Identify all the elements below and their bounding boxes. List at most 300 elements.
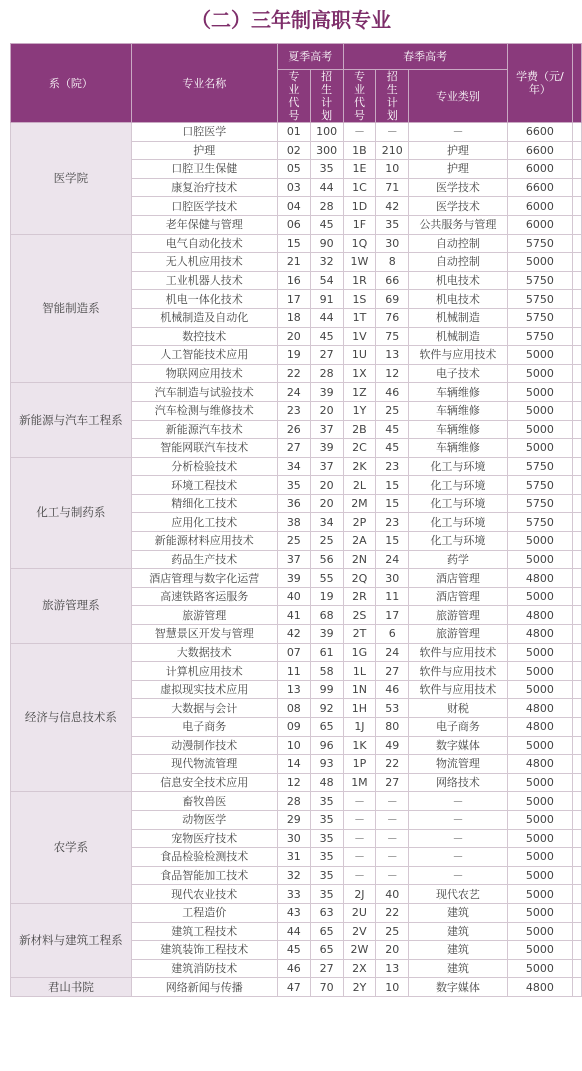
category-cell: 软件与应用技术 bbox=[409, 680, 508, 699]
spring-plan-cell: 22 bbox=[376, 903, 409, 922]
summer-plan-cell: 35 bbox=[310, 160, 343, 179]
major-cell: 建筑工程技术 bbox=[131, 922, 277, 941]
major-cell: 分析检验技术 bbox=[131, 457, 277, 476]
overflow-cell bbox=[573, 420, 582, 439]
fee-cell: 4800 bbox=[507, 625, 572, 644]
fee-cell: 4800 bbox=[507, 606, 572, 625]
fee-cell: 5750 bbox=[507, 494, 572, 513]
major-cell: 动漫制作技术 bbox=[131, 736, 277, 755]
spring-plan-cell: 27 bbox=[376, 773, 409, 792]
summer-plan-cell: 65 bbox=[310, 922, 343, 941]
summer-plan-cell: 32 bbox=[310, 253, 343, 272]
fee-cell: 5000 bbox=[507, 532, 572, 551]
spring-plan-cell: 15 bbox=[376, 494, 409, 513]
category-cell: 建筑 bbox=[409, 903, 508, 922]
major-cell: 口腔医学 bbox=[131, 123, 277, 142]
major-cell: 大数据技术 bbox=[131, 643, 277, 662]
header-spring-plan: 招生计划 bbox=[376, 70, 409, 123]
table-row bbox=[11, 792, 582, 811]
major-cell: 建筑装饰工程技术 bbox=[131, 941, 277, 960]
spring-plan-cell: 15 bbox=[376, 532, 409, 551]
spring-plan-cell: 10 bbox=[376, 978, 409, 997]
major-cell: 工程造价 bbox=[131, 903, 277, 922]
summer-plan-cell: 35 bbox=[310, 866, 343, 885]
fee-cell: 5750 bbox=[507, 476, 572, 495]
spring-code-cell: 2B bbox=[343, 420, 376, 439]
fee-cell: 5000 bbox=[507, 866, 572, 885]
summer-code-cell: 11 bbox=[277, 662, 310, 681]
spring-code-cell: 2M bbox=[343, 494, 376, 513]
spring-code-cell: 2K bbox=[343, 457, 376, 476]
summer-plan-cell: 19 bbox=[310, 587, 343, 606]
overflow-cell bbox=[573, 606, 582, 625]
summer-plan-cell: 35 bbox=[310, 829, 343, 848]
fee-cell: 5000 bbox=[507, 253, 572, 272]
overflow-cell bbox=[573, 755, 582, 774]
summer-code-cell: 27 bbox=[277, 439, 310, 458]
fee-cell: 4800 bbox=[507, 755, 572, 774]
table-row bbox=[11, 569, 582, 588]
major-cell: 新能源汽车技术 bbox=[131, 420, 277, 439]
table-header bbox=[11, 44, 582, 123]
category-cell: 数字媒体 bbox=[409, 978, 508, 997]
overflow-cell bbox=[573, 829, 582, 848]
summer-plan-cell: 55 bbox=[310, 569, 343, 588]
summer-plan-cell: 70 bbox=[310, 978, 343, 997]
fee-cell: 5750 bbox=[507, 308, 572, 327]
spring-plan-cell: － bbox=[376, 792, 409, 811]
dept-cell: 医学院 bbox=[11, 123, 132, 235]
spring-plan-cell: 13 bbox=[376, 346, 409, 365]
fee-cell: 5000 bbox=[507, 550, 572, 569]
summer-plan-cell: 44 bbox=[310, 178, 343, 197]
fee-cell: 5000 bbox=[507, 587, 572, 606]
category-cell: 自动控制 bbox=[409, 253, 508, 272]
summer-code-cell: 38 bbox=[277, 513, 310, 532]
fee-cell: 4800 bbox=[507, 569, 572, 588]
dept-cell: 化工与制药系 bbox=[11, 457, 132, 569]
fee-cell: 5000 bbox=[507, 401, 572, 420]
summer-code-cell: 02 bbox=[277, 141, 310, 160]
dept-cell: 农学系 bbox=[11, 792, 132, 904]
summer-code-cell: 16 bbox=[277, 271, 310, 290]
spring-code-cell: 2S bbox=[343, 606, 376, 625]
summer-plan-cell: 28 bbox=[310, 364, 343, 383]
spring-code-cell: 2V bbox=[343, 922, 376, 941]
overflow-cell bbox=[573, 587, 582, 606]
summer-plan-cell: 27 bbox=[310, 346, 343, 365]
fee-cell: 6600 bbox=[507, 141, 572, 160]
summer-plan-cell: 20 bbox=[310, 494, 343, 513]
summer-code-cell: 36 bbox=[277, 494, 310, 513]
overflow-cell bbox=[573, 401, 582, 420]
fee-cell: 5000 bbox=[507, 680, 572, 699]
category-cell: 车辆维修 bbox=[409, 401, 508, 420]
overflow-cell bbox=[573, 941, 582, 960]
fee-cell: 4800 bbox=[507, 699, 572, 718]
overflow-cell bbox=[573, 327, 582, 346]
spring-plan-cell: 23 bbox=[376, 457, 409, 476]
fee-cell: 5750 bbox=[507, 513, 572, 532]
spring-plan-cell: 40 bbox=[376, 885, 409, 904]
table-row bbox=[11, 383, 582, 402]
summer-plan-cell: 100 bbox=[310, 123, 343, 142]
summer-code-cell: 33 bbox=[277, 885, 310, 904]
spring-plan-cell: 13 bbox=[376, 959, 409, 978]
summer-code-cell: 28 bbox=[277, 792, 310, 811]
overflow-cell bbox=[573, 439, 582, 458]
major-cell: 新能源材料应用技术 bbox=[131, 532, 277, 551]
fee-cell: 5750 bbox=[507, 234, 572, 253]
spring-code-cell: 1B bbox=[343, 141, 376, 160]
major-cell: 环境工程技术 bbox=[131, 476, 277, 495]
header-major: 专业名称 bbox=[131, 44, 277, 123]
spring-code-cell: 1Q bbox=[343, 234, 376, 253]
overflow-cell bbox=[573, 736, 582, 755]
spring-plan-cell: 30 bbox=[376, 569, 409, 588]
spring-plan-cell: 66 bbox=[376, 271, 409, 290]
spring-code-cell: － bbox=[343, 810, 376, 829]
overflow-cell bbox=[573, 253, 582, 272]
major-cell: 宠物医疗技术 bbox=[131, 829, 277, 848]
category-cell: 酒店管理 bbox=[409, 587, 508, 606]
spring-code-cell: 2A bbox=[343, 532, 376, 551]
table-row bbox=[11, 643, 582, 662]
category-cell: － bbox=[409, 792, 508, 811]
header-spring-code: 专业代号 bbox=[343, 70, 376, 123]
summer-plan-cell: 93 bbox=[310, 755, 343, 774]
major-cell: 电子商务 bbox=[131, 718, 277, 737]
fee-cell: 6600 bbox=[507, 123, 572, 142]
enrollment-table bbox=[10, 43, 582, 997]
major-cell: 应用化工技术 bbox=[131, 513, 277, 532]
spring-plan-cell: 46 bbox=[376, 680, 409, 699]
category-cell: 建筑 bbox=[409, 922, 508, 941]
spring-plan-cell: 11 bbox=[376, 587, 409, 606]
summer-plan-cell: 56 bbox=[310, 550, 343, 569]
summer-plan-cell: 44 bbox=[310, 308, 343, 327]
overflow-cell bbox=[573, 178, 582, 197]
category-cell: 电子商务 bbox=[409, 718, 508, 737]
major-cell: 人工智能技术应用 bbox=[131, 346, 277, 365]
summer-code-cell: 26 bbox=[277, 420, 310, 439]
summer-plan-cell: 65 bbox=[310, 941, 343, 960]
overflow-cell bbox=[573, 141, 582, 160]
overflow-cell bbox=[573, 903, 582, 922]
major-cell: 智慧景区开发与管理 bbox=[131, 625, 277, 644]
category-cell: 机电技术 bbox=[409, 271, 508, 290]
spring-plan-cell: 15 bbox=[376, 476, 409, 495]
summer-code-cell: 42 bbox=[277, 625, 310, 644]
spring-code-cell: 2L bbox=[343, 476, 376, 495]
overflow-cell bbox=[573, 476, 582, 495]
overflow-cell bbox=[573, 123, 582, 142]
summer-code-cell: 15 bbox=[277, 234, 310, 253]
spring-code-cell: 2Y bbox=[343, 978, 376, 997]
fee-cell: 6000 bbox=[507, 215, 572, 234]
summer-plan-cell: 35 bbox=[310, 792, 343, 811]
overflow-cell bbox=[573, 364, 582, 383]
fee-cell: 5000 bbox=[507, 643, 572, 662]
fee-cell: 5000 bbox=[507, 346, 572, 365]
summer-plan-cell: 35 bbox=[310, 848, 343, 867]
fee-cell: 6000 bbox=[507, 197, 572, 216]
spring-code-cell: 2C bbox=[343, 439, 376, 458]
spring-code-cell: 1P bbox=[343, 755, 376, 774]
major-cell: 食品检验检测技术 bbox=[131, 848, 277, 867]
category-cell: 现代农艺 bbox=[409, 885, 508, 904]
category-cell: 护理 bbox=[409, 141, 508, 160]
spring-code-cell: 1M bbox=[343, 773, 376, 792]
spring-code-cell: 2U bbox=[343, 903, 376, 922]
summer-plan-cell: 34 bbox=[310, 513, 343, 532]
summer-code-cell: 37 bbox=[277, 550, 310, 569]
dept-cell: 新材料与建筑工程系 bbox=[11, 903, 132, 977]
overflow-cell bbox=[573, 625, 582, 644]
fee-cell: 4800 bbox=[507, 718, 572, 737]
summer-code-cell: 39 bbox=[277, 569, 310, 588]
header-summer-code: 专业代号 bbox=[277, 70, 310, 123]
overflow-cell bbox=[573, 513, 582, 532]
spring-plan-cell: 80 bbox=[376, 718, 409, 737]
header-category: 专业类别 bbox=[409, 70, 508, 123]
spring-code-cell: 1U bbox=[343, 346, 376, 365]
table-row bbox=[11, 234, 582, 253]
fee-cell: 5000 bbox=[507, 848, 572, 867]
category-cell: 医学技术 bbox=[409, 178, 508, 197]
summer-plan-cell: 37 bbox=[310, 420, 343, 439]
spring-code-cell: － bbox=[343, 792, 376, 811]
dept-cell: 智能制造系 bbox=[11, 234, 132, 383]
overflow-cell bbox=[573, 383, 582, 402]
fee-cell: 5000 bbox=[507, 383, 572, 402]
major-cell: 药品生产技术 bbox=[131, 550, 277, 569]
major-cell: 高速铁路客运服务 bbox=[131, 587, 277, 606]
category-cell: 化工与环境 bbox=[409, 532, 508, 551]
major-cell: 工业机器人技术 bbox=[131, 271, 277, 290]
major-cell: 计算机应用技术 bbox=[131, 662, 277, 681]
spring-plan-cell: 42 bbox=[376, 197, 409, 216]
spring-code-cell: 1V bbox=[343, 327, 376, 346]
fee-cell: 5750 bbox=[507, 271, 572, 290]
major-cell: 汽车制造与试验技术 bbox=[131, 383, 277, 402]
category-cell: 自动控制 bbox=[409, 234, 508, 253]
summer-code-cell: 29 bbox=[277, 810, 310, 829]
major-cell: 老年保健与管理 bbox=[131, 215, 277, 234]
overflow-cell bbox=[573, 699, 582, 718]
major-cell: 机械制造及自动化 bbox=[131, 308, 277, 327]
category-cell: 建筑 bbox=[409, 941, 508, 960]
overflow-cell bbox=[573, 680, 582, 699]
spring-plan-cell: 35 bbox=[376, 215, 409, 234]
major-cell: 护理 bbox=[131, 141, 277, 160]
overflow-cell bbox=[573, 773, 582, 792]
summer-code-cell: 34 bbox=[277, 457, 310, 476]
summer-code-cell: 14 bbox=[277, 755, 310, 774]
summer-plan-cell: 45 bbox=[310, 215, 343, 234]
summer-plan-cell: 91 bbox=[310, 290, 343, 309]
spring-plan-cell: 76 bbox=[376, 308, 409, 327]
summer-plan-cell: 45 bbox=[310, 327, 343, 346]
header-overflow bbox=[573, 44, 582, 123]
overflow-cell bbox=[573, 922, 582, 941]
spring-plan-cell: 20 bbox=[376, 941, 409, 960]
overflow-cell bbox=[573, 308, 582, 327]
summer-code-cell: 24 bbox=[277, 383, 310, 402]
major-cell: 旅游管理 bbox=[131, 606, 277, 625]
spring-code-cell: 2R bbox=[343, 587, 376, 606]
overflow-cell bbox=[573, 885, 582, 904]
category-cell: － bbox=[409, 810, 508, 829]
spring-code-cell: 2W bbox=[343, 941, 376, 960]
fee-cell: 4800 bbox=[507, 978, 572, 997]
category-cell: 化工与环境 bbox=[409, 494, 508, 513]
spring-plan-cell: 71 bbox=[376, 178, 409, 197]
category-cell: 旅游管理 bbox=[409, 625, 508, 644]
dept-cell: 君山书院 bbox=[11, 978, 132, 997]
category-cell: 车辆维修 bbox=[409, 439, 508, 458]
spring-plan-cell: 24 bbox=[376, 550, 409, 569]
category-cell: 机械制造 bbox=[409, 308, 508, 327]
overflow-cell bbox=[573, 215, 582, 234]
spring-plan-cell: 49 bbox=[376, 736, 409, 755]
fee-cell: 5750 bbox=[507, 290, 572, 309]
overflow-cell bbox=[573, 290, 582, 309]
category-cell: 化工与环境 bbox=[409, 513, 508, 532]
table-row bbox=[11, 903, 582, 922]
spring-plan-cell: 24 bbox=[376, 643, 409, 662]
header-summer-plan: 招生计划 bbox=[310, 70, 343, 123]
header-spring: 春季高考 bbox=[343, 44, 507, 70]
summer-code-cell: 08 bbox=[277, 699, 310, 718]
major-cell: 信息安全技术应用 bbox=[131, 773, 277, 792]
major-cell: 无人机应用技术 bbox=[131, 253, 277, 272]
overflow-cell bbox=[573, 457, 582, 476]
summer-code-cell: 03 bbox=[277, 178, 310, 197]
overflow-cell bbox=[573, 569, 582, 588]
overflow-cell bbox=[573, 810, 582, 829]
spring-code-cell: － bbox=[343, 848, 376, 867]
category-cell: － bbox=[409, 848, 508, 867]
spring-plan-cell: 17 bbox=[376, 606, 409, 625]
summer-plan-cell: 35 bbox=[310, 885, 343, 904]
major-cell: 精细化工技术 bbox=[131, 494, 277, 513]
overflow-cell bbox=[573, 160, 582, 179]
summer-code-cell: 43 bbox=[277, 903, 310, 922]
fee-cell: 5000 bbox=[507, 903, 572, 922]
summer-plan-cell: 25 bbox=[310, 532, 343, 551]
summer-code-cell: 40 bbox=[277, 587, 310, 606]
header-dept: 系（院） bbox=[11, 44, 132, 123]
overflow-cell bbox=[573, 792, 582, 811]
summer-code-cell: 44 bbox=[277, 922, 310, 941]
spring-code-cell: － bbox=[343, 866, 376, 885]
table-body bbox=[11, 123, 582, 997]
category-cell: 电子技术 bbox=[409, 364, 508, 383]
summer-code-cell: 41 bbox=[277, 606, 310, 625]
spring-plan-cell: 69 bbox=[376, 290, 409, 309]
spring-code-cell: 2X bbox=[343, 959, 376, 978]
summer-code-cell: 05 bbox=[277, 160, 310, 179]
spring-plan-cell: － bbox=[376, 829, 409, 848]
fee-cell: 6000 bbox=[507, 160, 572, 179]
category-cell: 旅游管理 bbox=[409, 606, 508, 625]
summer-code-cell: 13 bbox=[277, 680, 310, 699]
spring-code-cell: 1N bbox=[343, 680, 376, 699]
spring-code-cell: 2N bbox=[343, 550, 376, 569]
category-cell: 酒店管理 bbox=[409, 569, 508, 588]
fee-cell: 5000 bbox=[507, 420, 572, 439]
summer-plan-cell: 35 bbox=[310, 810, 343, 829]
overflow-cell bbox=[573, 662, 582, 681]
spring-plan-cell: 27 bbox=[376, 662, 409, 681]
summer-code-cell: 17 bbox=[277, 290, 310, 309]
fee-cell: 5000 bbox=[507, 736, 572, 755]
category-cell: 软件与应用技术 bbox=[409, 346, 508, 365]
category-cell: 建筑 bbox=[409, 959, 508, 978]
overflow-cell bbox=[573, 346, 582, 365]
fee-cell: 5000 bbox=[507, 364, 572, 383]
spring-code-cell: 1K bbox=[343, 736, 376, 755]
spring-plan-cell: 23 bbox=[376, 513, 409, 532]
category-cell: 公共服务与管理 bbox=[409, 215, 508, 234]
summer-code-cell: 22 bbox=[277, 364, 310, 383]
summer-plan-cell: 20 bbox=[310, 401, 343, 420]
summer-code-cell: 01 bbox=[277, 123, 310, 142]
category-cell: 护理 bbox=[409, 160, 508, 179]
spring-plan-cell: 75 bbox=[376, 327, 409, 346]
fee-cell: 5000 bbox=[507, 941, 572, 960]
summer-plan-cell: 27 bbox=[310, 959, 343, 978]
summer-code-cell: 19 bbox=[277, 346, 310, 365]
spring-plan-cell: 46 bbox=[376, 383, 409, 402]
summer-plan-cell: 68 bbox=[310, 606, 343, 625]
category-cell: 化工与环境 bbox=[409, 476, 508, 495]
fee-cell: 5000 bbox=[507, 439, 572, 458]
spring-code-cell: 1Y bbox=[343, 401, 376, 420]
summer-code-cell: 12 bbox=[277, 773, 310, 792]
summer-plan-cell: 58 bbox=[310, 662, 343, 681]
header-fee: 学费（元/年） bbox=[507, 44, 572, 123]
major-cell: 汽车检测与维修技术 bbox=[131, 401, 277, 420]
major-cell: 畜牧兽医 bbox=[131, 792, 277, 811]
major-cell: 康复治疗技术 bbox=[131, 178, 277, 197]
spring-code-cell: 1J bbox=[343, 718, 376, 737]
fee-cell: 5750 bbox=[507, 457, 572, 476]
summer-code-cell: 10 bbox=[277, 736, 310, 755]
major-cell: 现代物流管理 bbox=[131, 755, 277, 774]
category-cell: 药学 bbox=[409, 550, 508, 569]
summer-code-cell: 30 bbox=[277, 829, 310, 848]
spring-code-cell: － bbox=[343, 829, 376, 848]
spring-code-cell: 1W bbox=[343, 253, 376, 272]
spring-code-cell: 2Q bbox=[343, 569, 376, 588]
summer-code-cell: 35 bbox=[277, 476, 310, 495]
spring-code-cell: 1G bbox=[343, 643, 376, 662]
spring-plan-cell: 6 bbox=[376, 625, 409, 644]
major-cell: 大数据与会计 bbox=[131, 699, 277, 718]
summer-plan-cell: 90 bbox=[310, 234, 343, 253]
major-cell: 智能网联汽车技术 bbox=[131, 439, 277, 458]
spring-plan-cell: 30 bbox=[376, 234, 409, 253]
summer-code-cell: 09 bbox=[277, 718, 310, 737]
summer-code-cell: 06 bbox=[277, 215, 310, 234]
major-cell: 物联网应用技术 bbox=[131, 364, 277, 383]
spring-plan-cell: － bbox=[376, 123, 409, 142]
overflow-cell bbox=[573, 718, 582, 737]
category-cell: － bbox=[409, 123, 508, 142]
summer-plan-cell: 65 bbox=[310, 718, 343, 737]
